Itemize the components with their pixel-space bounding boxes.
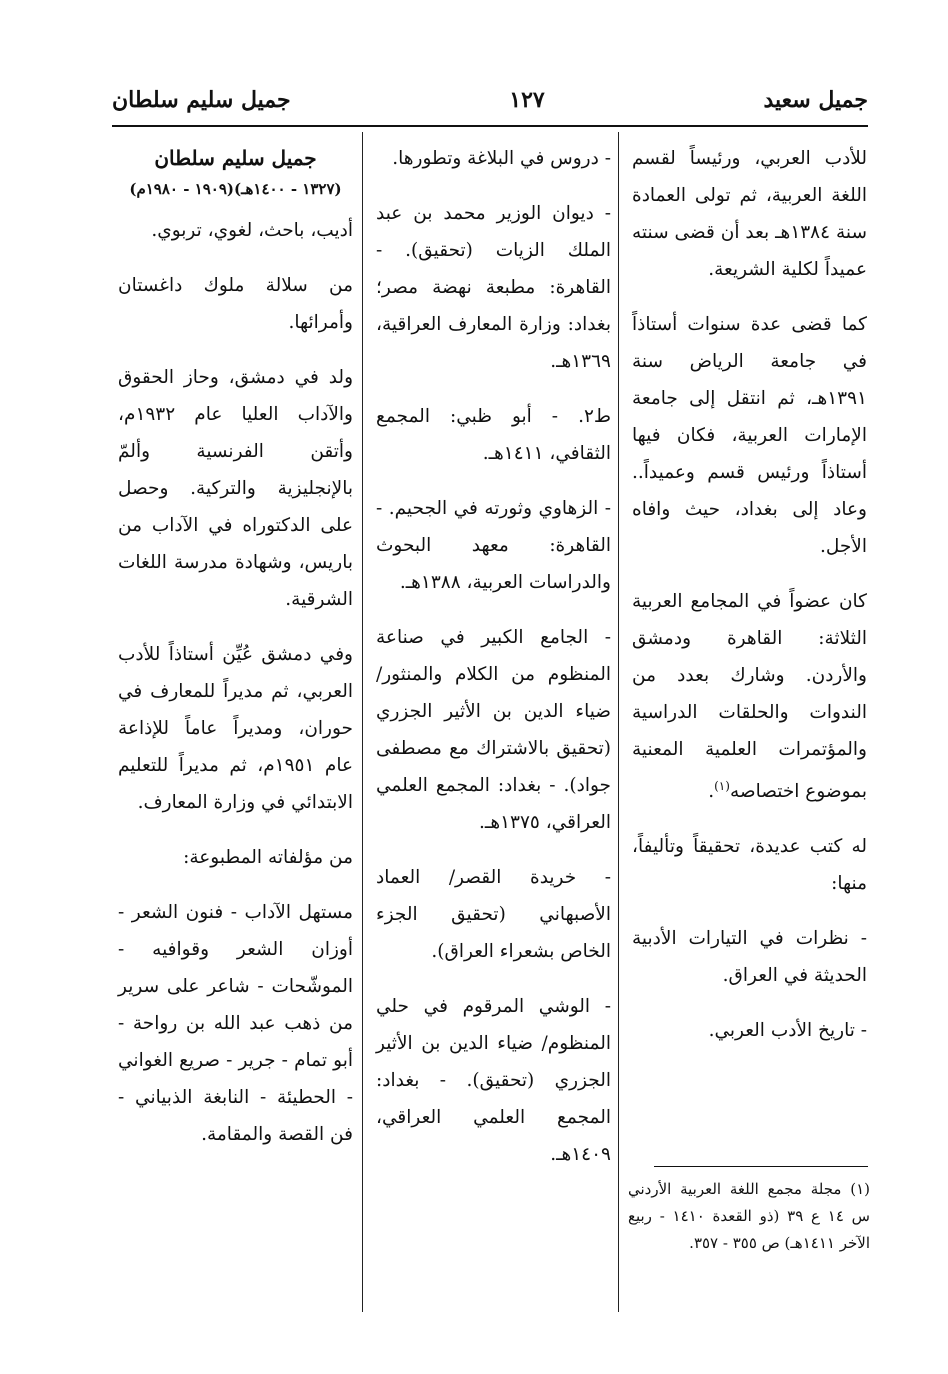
list-item: - دروس في البلاغة وتطورها. (392, 148, 611, 169)
paragraph: مستهل الآداب - فنون الشعر - أوزان الشعر وقوافيه - الموشّحات - شاعر على سرير من ذهب عبد الله بن رواحة - أبو تمام - جرير - صريع الغواني - الحطيئة - النابغة الذبياني - فن القصة والمقامة. (118, 902, 353, 1145)
page-number: ١٢٧ (509, 87, 545, 113)
list-item: - تاريخ الأدب العربي. (708, 1020, 867, 1042)
paragraph: من سلالة ملوك داغستان وأمرائها. (118, 275, 353, 333)
paragraph: وفي دمشق عُيِّن أستاذاً للأدب العربي، ثم مديراً للمعارف في حوران، ومديراً عاماً للإذاعة عام ١٩٥١م، ثم مديراً للتعليم الابتدائي في وزارة المعارف. (118, 644, 353, 813)
paragraph: أديب، باحث، لغوي، تربوي. (151, 220, 353, 241)
paragraph: من مؤلفاته المطبوعة: (183, 847, 353, 868)
paragraph: كان عضواً في المجامع العربية الثلاثة: القاهرة ودمشق والأردن. وشارك بعدد من الندوات والحلقات الدراسية والمؤتمرات العلمية المعنية بموضوع اختصاصه$^{(١)}$. (632, 591, 867, 803)
column-middle (376, 140, 611, 1191)
column-divider-right (618, 132, 619, 1312)
entry-dates: (١٣٢٧ - ١٤٠٠هـ)(١٩٠٩ - ١٩٨٠م) (129, 180, 342, 198)
column-left (118, 140, 353, 1171)
column-right (632, 140, 867, 1067)
footnote: (١) مجلة مجمع اللغة العربية الأردني س ١٤ ع ٣٩ (ذو القعدة ١٤١٠ - ربيع الآخر ١٤١١هـ) ص ٣٥٥ - ٣٥٧. (628, 1180, 870, 1252)
paragraph-text: كان عضواً في المجامع العربية الثلاثة: القاهرة ودمشق والأردن. وشارك بعدد من الندوات والحلقات الدراسية والمؤتمرات العلمية المعنية بموضوع اختصاصه (632, 591, 867, 803)
header-left-title: جميل سليم سلطان (112, 87, 291, 113)
entry-title: جميل سليم سلطان (154, 146, 317, 170)
paragraph: ولد في دمشق، وحاز الحقوق والآداب العليا عام ١٩٣٢م، وأتقن الفرنسية وألمّ بالإنجليزية والتركية. وحصل على الدكتوراه في الآداب من باريس، وشهادة مدرسة اللغات الشرقية. (118, 367, 353, 610)
header-right-title: جميل سعيد (763, 87, 868, 113)
paragraph: له كتب عديدة، تحقيقاً وتأليفاً، منها: (632, 836, 867, 895)
list-item: ط٢. - أبو ظبي: المجمع الثقافي، ١٤١١هـ. (376, 406, 611, 464)
paragraph: كما قضى عدة سنوات أستاذاً في جامعة الرياض سنة ١٣٩١هـ، ثم انتقل إلى جامعة الإمارات العربية، فكان فيها أستاذاً ورئيس قسم وعميداً.. وعاد إلى بغداد، حيث وافاه الأجل. (632, 314, 867, 557)
footnote-marker: (١) (714, 779, 730, 793)
header-rule (112, 125, 868, 127)
column-divider-left (362, 132, 363, 1312)
list-item: - الوشي المرقوم في حلي المنظوم/ ضياء الدين بن الأثير الجزري (تحقيق). - بغداد: المجمع العلمي العراقي، ١٤٠٩هـ. (376, 996, 611, 1165)
list-item: - الجامع الكبير في صناعة المنظوم من الكلام والمنثور/ ضياء الدين بن الأثير الجزري (تحقيق بالاشتراك مع مصطفى جواد). - بغداد: المجمع العلمي العراقي، ١٣٧٥هـ. (376, 627, 611, 833)
paragraph: للأدب العربي، ورئيساً لقسم اللغة العربية، ثم تولى العمادة سنة ١٣٨٤هـ بعد أن قضى سنته عميداً لكلية الشريعة. (632, 148, 867, 280)
page-header (112, 80, 868, 120)
footnote-rule (654, 1166, 868, 1167)
list-item: - نظرات في التيارات الأدبية الحديثة في العراق. (632, 928, 867, 987)
list-item: - ديوان الوزير محمد بن عبد الملك الزيات (تحقيق). - القاهرة: مطبعة نهضة مصر؛ بغداد: وزارة المعارف العراقية، ١٣٦٩هـ. (376, 203, 611, 372)
list-item: - الزهاوي وثورته في الجحيم. - القاهرة: معهد البحوث والدراسات العربية، ١٣٨٨هـ. (376, 498, 611, 593)
list-item: - خريدة القصر/ العماد الأصبهاني (تحقيق الجزء الخاص بشعراء العراق). (376, 867, 611, 962)
